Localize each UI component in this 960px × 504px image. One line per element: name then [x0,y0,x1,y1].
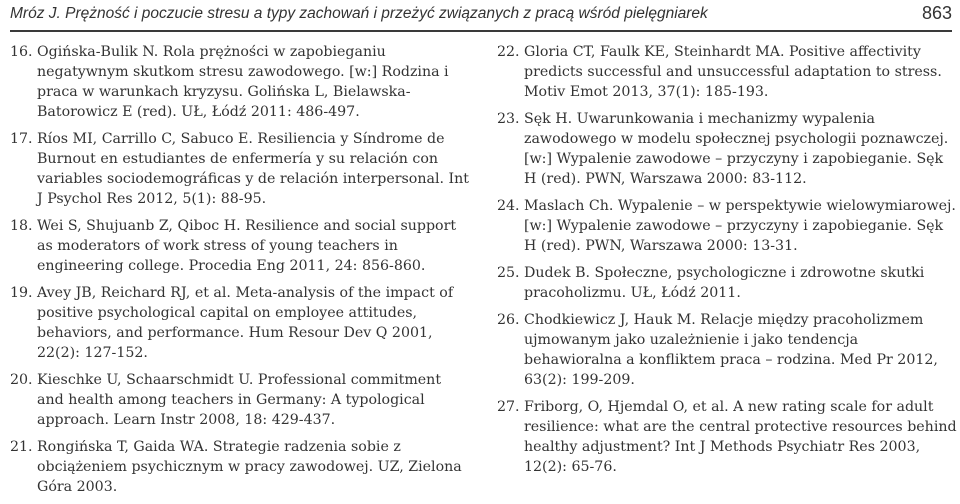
reference-text: Ogińska-Bulik N. Rola prężności w zapobieganiu negatywnym skutkom stresu zawodowego. [w:] Rodzina i praca w warunkach kryzysu. Golińska L, Bielawska-Batorowicz E (red). UŁ, Łódź 2011: 486-497. [37,44,449,120]
reference-number: 24. [497,198,520,214]
reference-text: Dudek B. Społeczne, psychologiczne i zdrowotne skutki pracoholizmu. UŁ, Łódź 2011. [524,265,925,301]
reference-number: 25. [497,265,520,281]
reference-17 [10,129,470,209]
reference-text: Gloria CT, Faulk KE, Steinhardt MA. Positive affectivity predicts successful and unsuccessful adaptation to stress. Motiv Emot 2013, 37(1): 185-193. [524,44,942,100]
reference-18 [10,216,470,276]
reference-text: Ríos MI, Carrillo C, Sabuco E. Resiliencia y Síndrome de Burnout en estudiantes de enfermería y su relación con variables sociodemográficas y de relación interpersonal. Int J Psychol Res 2012, 5(1): 88-95. [37,131,469,207]
reference-number: 17. [10,131,33,147]
reference-27 [497,397,959,477]
reference-text: Avey JB, Reichard RJ, et al. Meta-analysis of the impact of positive psychological capital on employee attitudes, behaviors, and performance. Hum Resour Dev Q 2001, 22(2): 127-152. [37,285,454,361]
reference-number: 20. [10,372,33,388]
running-title: Mróz J. Prężność i poczucie stresu a typy zachowań i przeżyć związanych z pracą wśród pielęgniarek [10,5,708,22]
reference-number: 27. [497,399,520,415]
reference-number: 21. [10,439,33,455]
references-column-right [497,42,959,484]
reference-text: Friborg, O, Hjemdal O, et al. A new rating scale for adult resilience: what are the central protective resources behind healthy adjustment? Int J Methods Psychiatr Res 2003, 12(2): 65-76. [524,399,957,475]
reference-number: 22. [497,44,520,60]
page-number: 863 [921,3,952,23]
reference-25 [497,263,959,303]
reference-text: Kieschke U, Schaarschmidt U. Professional commitment and health among teachers in Germany: A typological approach. Learn Instr 2008, 18: 429-437. [37,372,442,428]
reference-text: Sęk H. Uwarunkowania i mechanizmy wypalenia zawodowego w modelu społecznej psychologii poznawczej. [w:] Wypalenie zawodowe – przyczyny i zapobieganie. Sęk H (red). PWN, Warszawa 2000: 83-112. [524,111,949,187]
reference-24 [497,196,959,256]
running-header [10,0,952,32]
reference-23 [497,109,959,189]
reference-number: 19. [10,285,33,301]
reference-number: 26. [497,312,520,328]
reference-26 [497,310,959,390]
references-column-left [10,42,470,504]
reference-number: 16. [10,44,33,60]
reference-text: Chodkiewicz J, Hauk M. Relacje między pracoholizmem ujmowanym jako uzależnienie i jako tendencja behawioralna a konfliktem praca – rodzina. Med Pr 2012, 63(2): 199-209. [524,312,938,388]
reference-text: Maslach Ch. Wypalenie – w perspektywie wielowymiarowej. [w:] Wypalenie zawodowe – przyczyny i zapobieganie. Sęk H (red). PWN, Warszawa 2000: 13-31. [524,198,956,254]
reference-text: Rongińska T, Gaida WA. Strategie radzenia sobie z obciążeniem psychicznym w pracy zawodowej. UZ, Zielona Góra 2003. [37,439,462,495]
reference-19 [10,283,470,363]
reference-16 [10,42,470,122]
reference-text: Wei S, Shujuanb Z, Qiboc H. Resilience and social support as moderators of work stress of young teachers in engineering college. Procedia Eng 2011, 24: 856-860. [37,218,457,274]
reference-20 [10,370,470,430]
reference-21 [10,437,470,497]
reference-22 [497,42,959,102]
reference-number: 18. [10,218,33,234]
reference-number: 23. [497,111,520,127]
